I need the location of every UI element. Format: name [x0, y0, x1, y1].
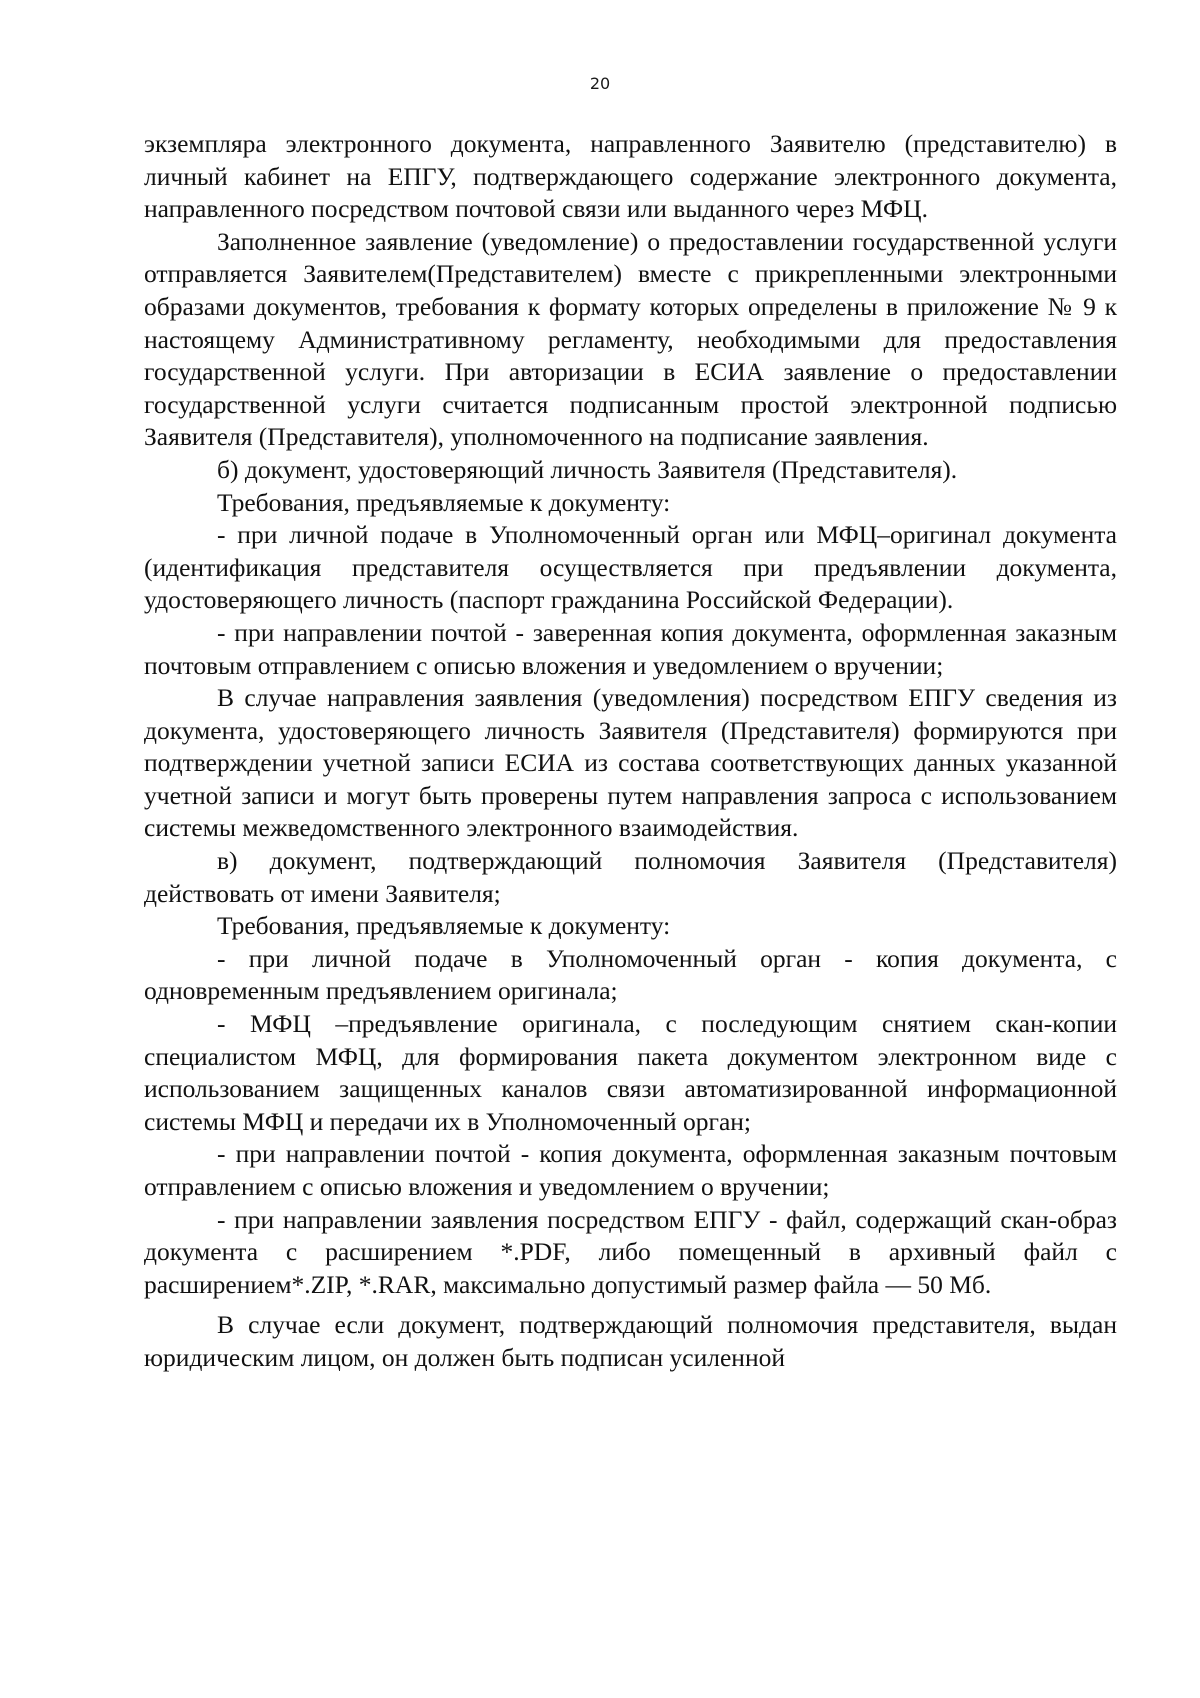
paragraph-continuation: экземпляра электронного документа, направленного Заявителю (представителю) в личный кабинет на ЕПГУ, подтверждающего содержание электронного документа, направленного посредством почтовой связи или выданного через МФЦ.: [144, 129, 1117, 224]
paragraph-in-person-submission: - при личной подаче в Уполномоченный орган или МФЦ–оригинал документа (идентификация представителя осуществляется при предъявлении документа, удостоверяющего личность (паспорт гражданина Российской Федерации).: [144, 520, 1117, 615]
paragraph-mail-copy: - при направлении почтой - копия документа, оформленная заказным почтовым отправлением с описью вложения и уведомлением о вручении;: [144, 1139, 1117, 1201]
document-body: [144, 128, 1117, 1375]
page-number: 20: [589, 74, 611, 93]
paragraph-requirements-heading: Требования, предъявляемые к документу:: [217, 487, 671, 517]
paragraph-identity-document: б) документ, удостоверяющий личность Заявителя (Представителя).: [217, 454, 958, 484]
paragraph-mail-submission: - при направлении почтой - заверенная копия документа, оформленная заказным почтовым отправлением с описью вложения и уведомлением о вручении;: [144, 617, 1117, 680]
paragraph-requirements-heading-2: Требования, предъявляемые к документу:: [217, 911, 671, 941]
paragraph-epgu-identity: В случае направления заявления (уведомления) посредством ЕПГУ сведения из документа, удостоверяющего личность Заявителя (Представителя) формируются при подтверждении учетной записи ЕСИА из состава соответствующих данных указанной учетной записи и могут быть проверены путем направления запроса с использованием системы межведомственного электронного взаимодействия.: [144, 683, 1117, 843]
paragraph-epgu-file: - при направлении заявления посредством ЕПГУ - файл, содержащий скан-образ документа с расширением *.PDF, либо помещенный в архивный файл с расширением*.ZIP, *.RAR, максимально допустимый размер файла — 50 Мб.: [144, 1204, 1117, 1299]
paragraph-application-submission: Заполненное заявление (уведомление) о предоставлении государственной услуги отправляется Заявителем(Представителем) вместе с прикрепленными электронными образами документов, требования к формату которых определены в приложение № 9 к настоящему Административному регламенту, необходимыми для предоставления государственной услуги. При авторизации в ЕСИА заявление о предоставлении государственной услуги считается подписанным простой электронной подписью Заявителя (Представителя), уполномоченного на подписание заявления.: [144, 226, 1117, 452]
paragraph-mfc-scan: - МФЦ –предъявление оригинала, с последующим снятием скан-копии специалистом МФЦ, для формирования пакета документом электронном виде с использованием защищенных каналов связи автоматизированной информационной системы МФЦ и передачи их в Уполномоченный орган;: [144, 1009, 1117, 1136]
paragraph-authority-document: в) документ, подтверждающий полномочия Заявителя (Представителя) действовать от имени Заявителя;: [144, 846, 1117, 908]
paragraph-legal-entity: В случае если документ, подтверждающий полномочия представителя, выдан юридическим лицом, он должен быть подписан усиленной: [144, 1310, 1117, 1372]
paragraph-in-person-copy: - при личной подаче в Уполномоченный орган - копия документа, с одновременным предъявлением оригинала;: [144, 943, 1117, 1006]
